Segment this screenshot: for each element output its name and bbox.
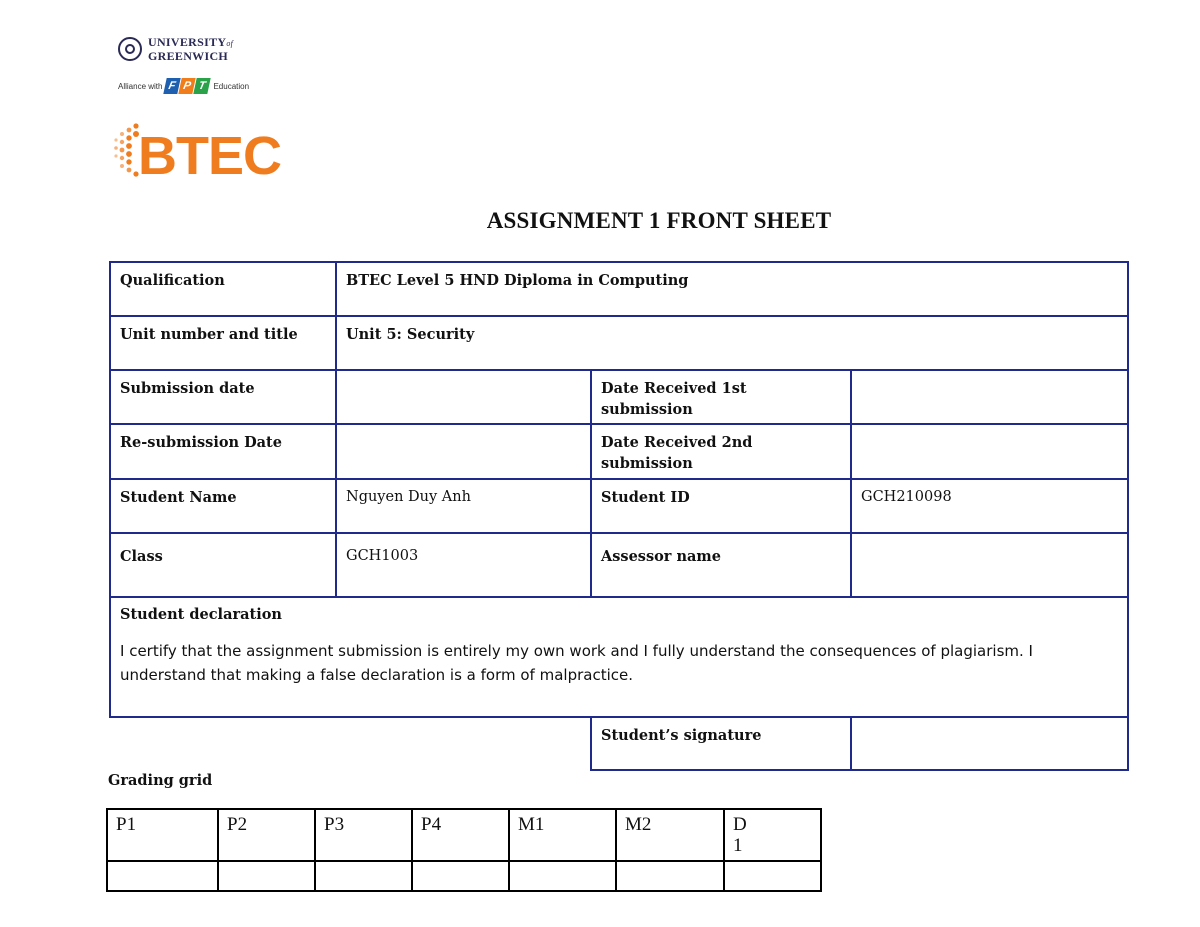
grade-header-m2: M2 [616, 809, 724, 861]
grade-header-p4: P4 [412, 809, 509, 861]
signature-label: Student’s signature [601, 727, 762, 744]
grade-value-m1[interactable] [509, 861, 616, 891]
table-border [109, 261, 111, 718]
grade-header-m1: M1 [509, 809, 616, 861]
university-of-greenwich-logo [118, 34, 258, 64]
class-label: Class [120, 548, 163, 565]
table-border [109, 532, 1129, 534]
fpt-letter-p: P [179, 78, 196, 94]
grading-grid-label: Grading grid [108, 772, 213, 789]
table-border [109, 423, 1129, 425]
btec-dots-icon [110, 118, 310, 182]
table-border [590, 769, 1129, 771]
fpt-letter-f: F [164, 78, 181, 94]
student-id-value[interactable]: GCH210098 [861, 489, 952, 505]
page-title: ASSIGNMENT 1 FRONT SHEET [486, 208, 832, 233]
grade-header-d1-text: D1 [733, 814, 747, 856]
grading-value-row [107, 861, 821, 891]
fpt-alliance-logo [118, 76, 249, 96]
logo-of-text: of [226, 39, 234, 48]
declaration-cell [110, 597, 1128, 717]
fpt-logo [165, 78, 210, 94]
resubmission-date-field[interactable] [336, 424, 591, 479]
table-border [109, 596, 1129, 598]
class-value[interactable]: GCH1003 [346, 548, 419, 564]
student-name-value[interactable]: Nguyen Duy Anh [346, 489, 471, 505]
fpt-letter-t: T [194, 78, 211, 94]
student-id-label: Student ID [601, 489, 690, 506]
date-received-1-label: Date Received 1st submission [601, 380, 747, 418]
grade-header-d1 [724, 809, 821, 861]
logo-university-text: UNIVERSITY [148, 35, 227, 49]
table-border [109, 369, 1129, 371]
declaration-text: I certify that the assignment submission is entirely my own work and I fully understand the consequences of plagiarism. I understand that making a false declaration is a form of malpractice. [120, 642, 1033, 684]
grade-value-p3[interactable] [315, 861, 412, 891]
btec-logo [110, 118, 310, 182]
unit-label: Unit number and title [120, 326, 298, 343]
grade-header-p3: P3 [315, 809, 412, 861]
signature-field[interactable] [851, 717, 1128, 771]
assessor-label: Assessor name [601, 548, 721, 565]
grade-header-p2: P2 [218, 809, 315, 861]
grading-grid [106, 808, 822, 892]
grade-value-p2[interactable] [218, 861, 315, 891]
date-received-2-field[interactable] [851, 424, 1128, 479]
table-border [109, 315, 1129, 317]
qualification-label: Qualification [120, 272, 225, 289]
table-border [590, 716, 592, 771]
table-border [335, 261, 337, 598]
table-border [850, 716, 852, 771]
table-border [109, 261, 1129, 263]
grading-header-row [107, 809, 821, 861]
grade-header-p1: P1 [107, 809, 218, 861]
university-seal-icon [118, 37, 142, 61]
table-border [109, 478, 1129, 480]
btec-wordmark: BTEC [138, 126, 281, 182]
table-border [1127, 261, 1129, 771]
alliance-suffix-text: Education [213, 81, 250, 91]
alliance-prefix-text: Alliance with [118, 81, 163, 91]
assessor-field[interactable] [851, 533, 1128, 597]
logo-greenwich-text: GREENWICH [148, 49, 229, 63]
qualification-value: BTEC Level 5 HND Diploma in Computing [346, 272, 689, 289]
student-name-label: Student Name [120, 489, 237, 506]
declaration-label: Student declaration [120, 606, 282, 623]
date-received-2-label: Date Received 2nd submission [601, 434, 753, 472]
unit-value: Unit 5: Security [346, 326, 475, 343]
resubmission-date-label: Re-submission Date [120, 434, 282, 451]
grade-value-m2[interactable] [616, 861, 724, 891]
grade-value-p1[interactable] [107, 861, 218, 891]
submission-date-label: Submission date [120, 380, 255, 397]
grade-value-d1[interactable] [724, 861, 821, 891]
table-border [109, 716, 1129, 718]
table-border [850, 369, 852, 598]
grade-value-p4[interactable] [412, 861, 509, 891]
table-border [590, 369, 592, 598]
date-received-1-field[interactable] [851, 370, 1128, 424]
submission-date-field[interactable] [336, 370, 591, 424]
